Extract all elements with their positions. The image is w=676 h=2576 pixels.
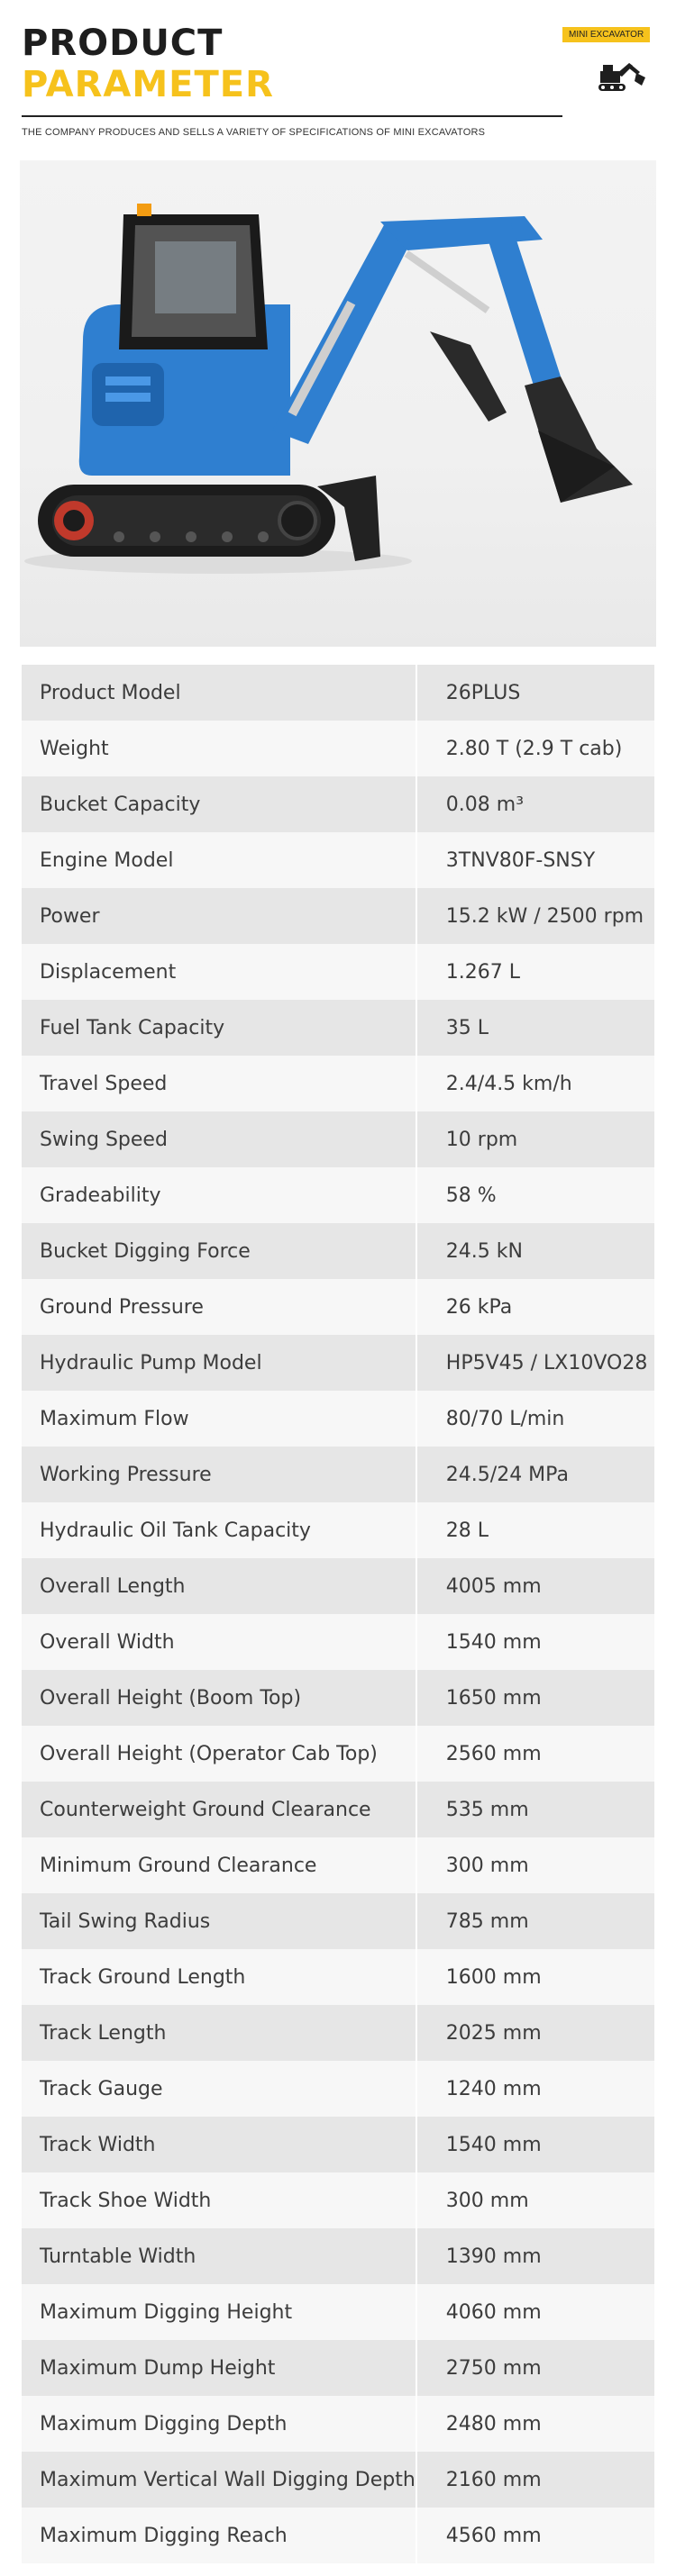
table-row [22,1111,654,1167]
excavator-icon [595,59,647,97]
spec-value: 1600 mm [416,1949,654,2005]
spec-value: HP5V45 / LX10VO28 [416,1335,654,1391]
table-row [22,2228,654,2284]
spec-value: 2750 mm [416,2340,654,2396]
spec-value: 535 mm [416,1782,654,1837]
spec-label: Bucket Capacity [22,776,416,832]
spec-value: 3TNV80F-SNSY [416,832,654,888]
spec-label: Product Model [22,665,416,721]
spec-label: Fuel Tank Capacity [22,1000,416,1056]
table-row [22,2508,654,2563]
spec-label: Weight [22,721,416,776]
spec-label: Maximum Vertical Wall Digging Depth [22,2452,416,2508]
spec-value: 26 kPa [416,1279,654,1335]
spec-label: Travel Speed [22,1056,416,1111]
spec-value: 1240 mm [416,2061,654,2117]
spec-value: 4060 mm [416,2284,654,2340]
spec-value: 4005 mm [416,1558,654,1614]
table-row [22,1056,654,1111]
table-row [22,721,654,776]
spec-label: Overall Length [22,1558,416,1614]
table-row [22,2452,654,2508]
table-row [22,776,654,832]
table-row [22,2172,654,2228]
table-row [22,1893,654,1949]
spec-value: 300 mm [416,2172,654,2228]
spec-label: Ground Pressure [22,1279,416,1335]
spec-label: Track Length [22,2005,416,2061]
spec-value: 2.4/4.5 km/h [416,1056,654,1111]
spec-label: Bucket Digging Force [22,1223,416,1279]
spec-label: Swing Speed [22,1111,416,1167]
table-row [22,1335,654,1391]
spec-value: 1.267 L [416,944,654,1000]
spec-value: 80/70 L/min [416,1391,654,1447]
spec-label: Overall Height (Boom Top) [22,1670,416,1726]
table-row [22,1614,654,1670]
table-row [22,1447,654,1502]
spec-label: Maximum Dump Height [22,2340,416,2396]
spec-label: Maximum Flow [22,1391,416,1447]
table-row [22,1391,654,1447]
spec-label: Minimum Ground Clearance [22,1837,416,1893]
spec-value: 2.80 T (2.9 T cab) [416,721,654,776]
table-row [22,1000,654,1056]
spec-label: Working Pressure [22,1447,416,1502]
spec-value: 15.2 kW / 2500 rpm [416,888,654,944]
table-row [22,1279,654,1335]
table-row [22,944,654,1000]
table-row [22,2396,654,2452]
table-row [22,1837,654,1893]
spec-value: 10 rpm [416,1111,654,1167]
spec-value: 24.5 kN [416,1223,654,1279]
table-row [22,832,654,888]
category-badge: MINI EXCAVATOR [562,27,650,42]
table-row [22,2117,654,2172]
table-row [22,1782,654,1837]
header-divider [22,115,562,117]
spec-value: 35 L [416,1000,654,1056]
spec-label: Power [22,888,416,944]
spec-value: 1390 mm [416,2228,654,2284]
table-row [22,1167,654,1223]
spec-label: Overall Width [22,1614,416,1670]
title-line-1: PRODUCT [22,23,224,64]
spec-value: 1650 mm [416,1670,654,1726]
spec-value: 4560 mm [416,2508,654,2563]
table-row [22,888,654,944]
page-subtitle: THE COMPANY PRODUCES AND SELLS A VARIETY OF SPECIFICATIONS OF MINI EXCAVATORS [22,127,486,138]
table-row [22,2005,654,2061]
spec-value: 58 % [416,1167,654,1223]
spec-label: Track Gauge [22,2061,416,2117]
spec-value: 2480 mm [416,2396,654,2452]
spec-label: Turntable Width [22,2228,416,2284]
mini-excavator-photo [20,160,656,647]
table-row [22,2340,654,2396]
spec-label: Counterweight Ground Clearance [22,1782,416,1837]
spec-label: Track Shoe Width [22,2172,416,2228]
spec-value: 24.5/24 MPa [416,1447,654,1502]
table-row [22,2284,654,2340]
table-row [22,1502,654,1558]
spec-label: Maximum Digging Height [22,2284,416,2340]
table-row [22,1726,654,1782]
spec-value: 2560 mm [416,1726,654,1782]
table-row [22,2061,654,2117]
spec-value: 26PLUS [416,665,654,721]
table-row [22,665,654,721]
title-line-2: PARAMETER [22,64,274,105]
page-header [0,0,676,151]
spec-label: Gradeability [22,1167,416,1223]
spec-label: Tail Swing Radius [22,1893,416,1949]
spec-value: 28 L [416,1502,654,1558]
spec-label: Engine Model [22,832,416,888]
spec-label: Maximum Digging Depth [22,2396,416,2452]
spec-value: 0.08 m³ [416,776,654,832]
spec-table [22,665,654,2563]
spec-label: Track Ground Length [22,1949,416,2005]
spec-label: Displacement [22,944,416,1000]
table-row [22,1558,654,1614]
product-photo [20,160,656,647]
spec-value: 785 mm [416,1893,654,1949]
spec-label: Track Width [22,2117,416,2172]
spec-value: 2160 mm [416,2452,654,2508]
spec-value: 1540 mm [416,2117,654,2172]
spec-value: 1540 mm [416,1614,654,1670]
spec-label: Maximum Digging Reach [22,2508,416,2563]
spec-value: 2025 mm [416,2005,654,2061]
spec-value: 300 mm [416,1837,654,1893]
table-row [22,1949,654,2005]
spec-label: Overall Height (Operator Cab Top) [22,1726,416,1782]
spec-label: Hydraulic Pump Model [22,1335,416,1391]
table-row [22,1223,654,1279]
table-row [22,1670,654,1726]
spec-label: Hydraulic Oil Tank Capacity [22,1502,416,1558]
